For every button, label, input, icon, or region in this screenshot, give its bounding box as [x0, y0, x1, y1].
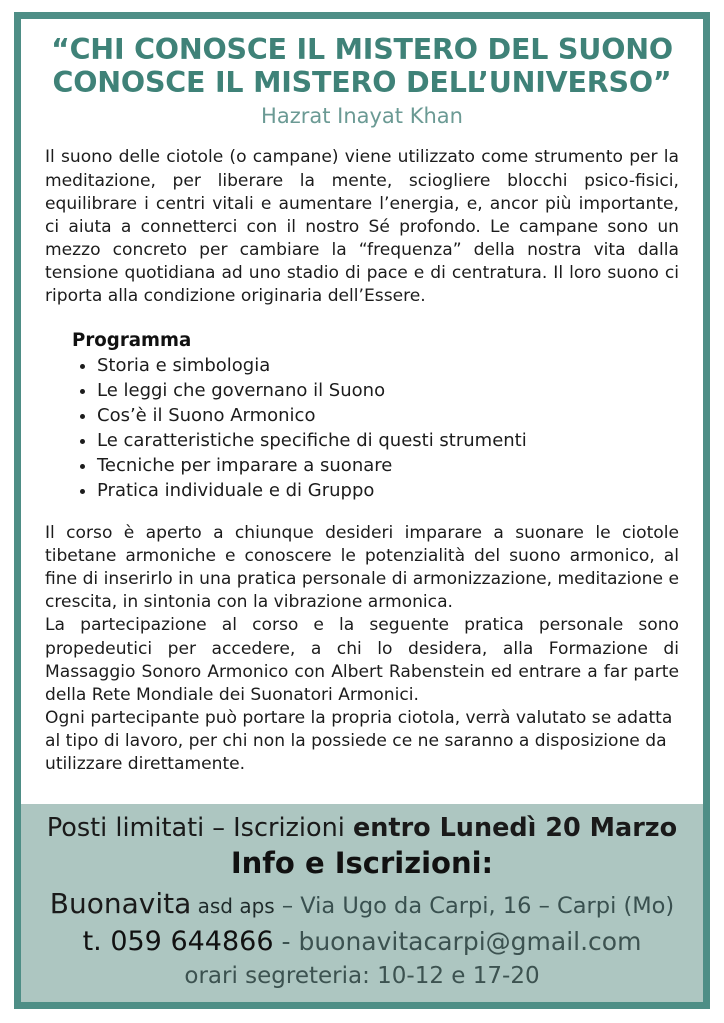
poster-body: [21, 132, 703, 803]
limited-seats-text: Posti limitati – Iscrizioni: [46, 812, 353, 843]
quote-title-line-1: “CHI CONOSCE IL MISTERO DEL SUONO: [51, 33, 673, 66]
list-item: • Le leggi che governano il Suono: [97, 379, 679, 404]
organization-line: [31, 887, 693, 921]
poster-footer: [21, 804, 703, 1002]
programma-list: [72, 354, 679, 504]
list-item: • Storia e simbologia: [97, 354, 679, 379]
details-paragraph-2: La partecipazione al corso e la seguente pratica personale sono propedeutici per accedere, a chi lo desidera, alla Formazione di Massaggio Sonoro Armonico con Albert Rabenstein ed entrare a far parte della Rete Mondiale dei Suonatori Armonici.: [45, 615, 679, 705]
registration-deadline-line: [31, 812, 693, 845]
list-item: • Cos’è il Suono Armonico: [97, 404, 679, 429]
programma-section: [45, 329, 679, 504]
contact-separator: -: [273, 927, 299, 957]
quote-title-line-2: CONOSCE IL MISTERO DELL’UNIVERSO”: [52, 66, 672, 100]
organization-type: asd aps: [191, 893, 275, 918]
quote-author: Hazrat Inayat Khan: [261, 104, 463, 129]
phone-number[interactable]: t. 059 644866: [82, 926, 274, 958]
office-hours: orari segreteria: 10-12 e 17-20: [184, 962, 540, 989]
details-paragraph-1: Il corso è aperto a chiunque desideri imparare a suonare le ciotole tibetane armoniche e conoscere le potenzialità del suono armonico, al fine di inserirlo in una pratica personale di armonizzazione, meditazione e crescita, in sintonia con la vibrazione armonica.: [45, 522, 679, 613]
email-address[interactable]: buonavitacarpi@gmail.com: [298, 927, 642, 957]
programma-heading: Programma: [72, 329, 192, 351]
organization-name: Buonavita: [49, 886, 192, 920]
details-paragraph-3: Ogni partecipante può portare la propria ciotola, verrà valutato se adatta al tipo di lavoro, per chi non la possiede ce ne saranno a disposizione da utilizzare direttamente.: [45, 707, 673, 775]
details-section: [45, 522, 679, 777]
poster-header: [21, 19, 703, 132]
poster-frame: [14, 12, 710, 1009]
list-item: • Pratica individuale e di Gruppo: [97, 479, 679, 504]
contact-line: [31, 926, 693, 959]
deadline-text: entro Lunedì 20 Marzo: [352, 812, 678, 843]
organization-address: – Via Ugo da Carpi, 16 – Carpi (Mo): [274, 892, 675, 919]
list-item: • Le caratteristiche specifiche di questi strumenti: [97, 429, 679, 454]
intro-paragraph: Il suono delle ciotole (o campane) viene utilizzato come strumento per la meditazione, per liberare la mente, sciogliere blocchi psico-fisici, equilibrare i centri vitali e aumentare l’energia, e, ancor più importante, ci aiuta a connetterci con il nostro Sé profondo. Le campane sono un mezzo concreto per cambiare la “frequenza” della nostra vita dalla tensione quotidiana ad uno stadio di pace e di centratura. Il loro suono ci riporta alla condizione originaria dell’Essere.: [45, 147, 679, 307]
info-heading: Info e Iscrizioni:: [230, 846, 494, 881]
list-item: • Tecniche per imparare a suonare: [97, 454, 679, 479]
